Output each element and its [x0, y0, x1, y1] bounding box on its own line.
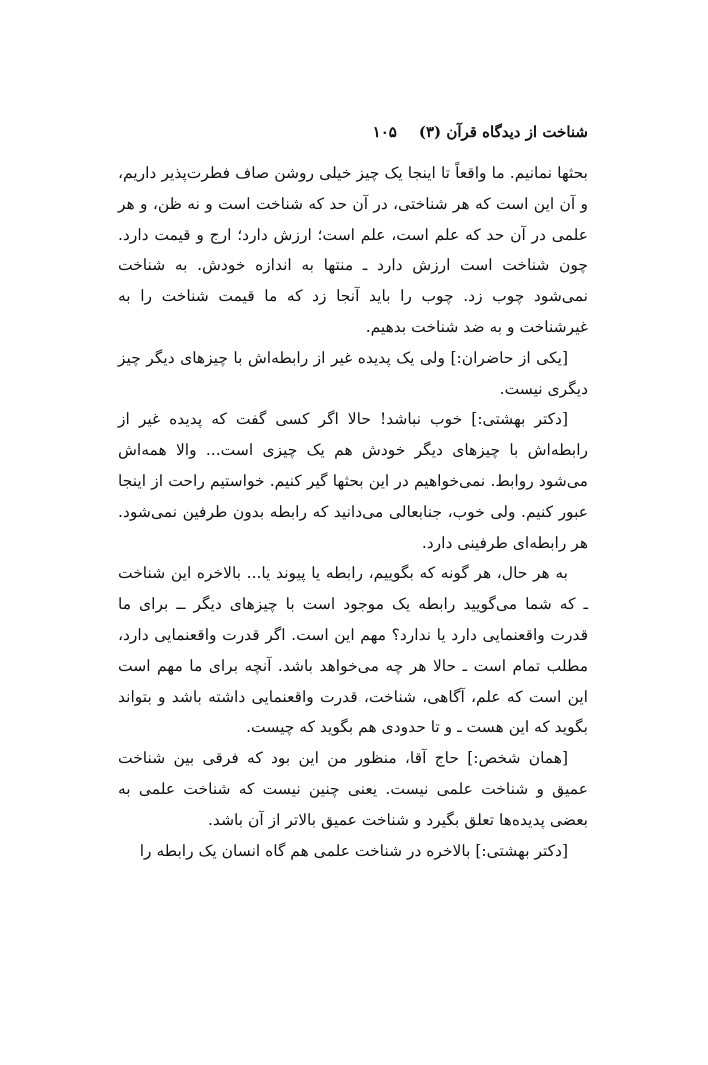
running-title: شناخت از دیدگاه قرآن (۳)	[418, 123, 588, 141]
paragraph: [همان شخص:] حاج آقا، منظور من این بود که فرقی بین شناخت عمیق و شناخت علمی نیست. یعنی چنین نیست که شناخت علمی به بعضی پدیده‌ها تعلق بگیرد و شناخت عمیق بالاتر از آن باشد.	[118, 749, 588, 829]
body-text	[118, 158, 588, 866]
page-number: ۱۰۵	[372, 123, 397, 141]
running-header	[118, 120, 588, 144]
paragraph: [یکی از حاضران:] ولی یک پدیده غیر از رابطه‌اش با چیزهای دیگر چیز دیگری نیست.	[118, 348, 588, 398]
paragraph: [دکتر بهشتی:] خوب نباشد! حالا اگر کسی گفت که پدیده غیر از رابطه‌اش با چیزهای دیگر خودش هم یک چیزی است... والا همه‌اش می‌شود روابط. نمی‌خواهیم در این بحثها گیر کنیم. خواستیم راحت از اینجا عبور کنیم. ولی خوب، جنابعالی می‌دانید که رابطه بدون طرفین نمی‌شود. هر رابطه‌ای طرفینی دارد.	[118, 410, 588, 552]
paragraph: بحثها نمانیم. ما واقعاً تا اینجا یک چیز خیلی روشن صاف فطرت‌پذیر داریم، و آن این است که هر شناختی، در آن حد که شناخت است و نه ظن، و هر علمی در آن حد که علم است، علم است؛ ارزش دارد؛ ارج و قیمت دارد. چون شناخت است ارزش دارد ـ منتها به اندازه خودش. به شناخت نمی‌شود چوب زد. چوب را باید آنجا زد که ما قیمت شناخت را به غیرشناخت و به ضد شناخت بدهیم.	[118, 164, 588, 336]
paragraph: [دکتر بهشتی:] بالاخره در شناخت علمی هم گاه انسان یک رابطه را	[139, 841, 568, 860]
paragraph: به هر حال، هر گونه که بگوییم، رابطه یا پیوند یا... بالاخره این شناخت ـ که شما می‌گویید رابطه یک موجود است با چیزهای دیگر ــ برای ما قدرت واقعنمایی دارد یا ندارد؟ مهم این است. اگر قدرت واقعنمایی دارد، مطلب تمام است ـ حالا هر چه می‌خواهد باشد. آنچه برای ما مهم است این است که علم، آگاهی، شناخت، قدرت واقعنمایی داشته باشد و بتواند بگوید که این هست ـ و تا حدودی هم بگوید که چیست.	[118, 564, 588, 737]
